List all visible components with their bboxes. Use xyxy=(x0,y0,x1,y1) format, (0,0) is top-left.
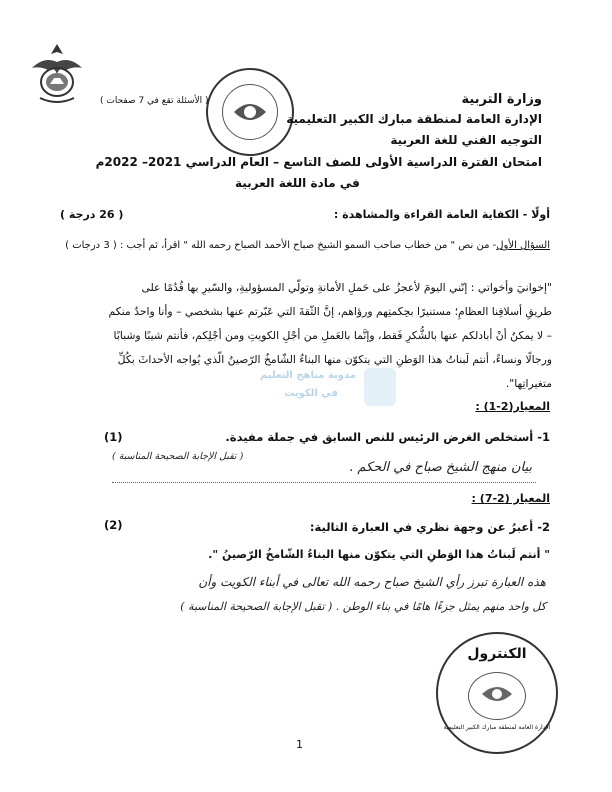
page-number: 1 xyxy=(296,738,303,751)
exam-subject: في مادة اللغة العربية xyxy=(235,176,360,190)
administration-name: الإدارة العامة لمنطقة مبارك الكبير التعليمية xyxy=(286,112,542,126)
section-title: أولًا - الكفاية العامة القراءة والمشاهدة : xyxy=(333,208,550,221)
passage-line: طريقِ أسلافِنا العظامِ؛ مستنيرًا بحِكمتِهم ورؤاهم، إنَّ الثّقةَ التي عَبّرتم عنها بشخصي – وأنا واحدٌ منكم xyxy=(108,305,552,318)
item-2-marks: (2) xyxy=(104,518,123,532)
question-1-line xyxy=(65,240,550,251)
question-1-label: السؤال الأول xyxy=(496,240,550,251)
stamp-bottom-text: الإدارة العامة لمنطقة مبارك الكبير التعليمية xyxy=(443,724,551,731)
passage-line: – لا يمكنُ أنْ أبادلكم عنها بالشُّكرِ فَقط، وإنَّما بالعَملِ من أجْلِ الكويتِ ومن أجْلِكم، فأنتم شيبًا وشبابًا xyxy=(113,329,552,342)
department-seal xyxy=(206,68,294,156)
criterion-2: المعيار (2-7) : xyxy=(471,492,550,505)
watermark-line-1: مدونة مناهج التعليم xyxy=(259,370,356,381)
item-1-answer: بيان منهج الشيخ صباح في الحكم . xyxy=(349,460,532,475)
item-1-answer-note: ( تقبل الإجابة الصحيحة المناسبة ) xyxy=(112,451,244,462)
blog-watermark xyxy=(218,364,408,410)
stamp-top-text: الكنترول xyxy=(467,646,527,662)
item-2-text: 2- أعبرُ عن وجهة نظري في العبارة التالية: xyxy=(309,520,550,534)
exam-title: امتحان الفترة الدراسية الأولى للصف التاسع – العام الدراسي 2021– 2022م xyxy=(95,155,542,169)
item-1-text: 1- أستخلص الغرض الرئيس للنص السابق في جملة مفيدة. xyxy=(225,430,550,444)
answer-underline xyxy=(112,482,536,483)
item-2-quote: " أنتم لَبناتُ هذا الوَطنِ التي يتكوّن منها البناءُ الشّامخُ الرّصينُ ". xyxy=(208,548,550,561)
kuwait-emblem xyxy=(26,40,88,110)
department-name: التوجيه الفني للغة العربية xyxy=(390,133,542,147)
control-stamp xyxy=(436,632,558,754)
passage-line: ورجالًا ونساءً، أنتم لَبناتُ هذا الوَطنِ التي يتكوّن منها البناءُ الشّامخُ الرّصينُ الّذي يُواجه الأحداثَ بكُلِّ xyxy=(117,353,552,366)
section-score: ( 26 درجة ) xyxy=(60,208,124,221)
watermark-emblem-icon xyxy=(364,368,396,406)
passage-line: "إخوانيَ وأخواتي : إنّني اليومَ لأعجزُ على حَملِ الأمانةِ وتولّي المسؤوليةِ، والسّيرِ بها قُدُمًا على xyxy=(141,281,552,294)
passage-line: متغيراتِها". xyxy=(505,377,552,390)
question-1-text: - من نص " من خطاب صاحب السمو الشيخ صباح الأحمد الصباح رحمه الله " اقرأ، ثم أجب : ( 3 درجات ) xyxy=(65,240,497,251)
criterion-1: المعيار(2-1) : xyxy=(475,400,550,413)
item-1-marks: (1) xyxy=(104,430,123,444)
pages-note: ( الأسئلة تقع في 7 صفحات ) xyxy=(100,96,209,106)
ministry-name: وزارة التربية xyxy=(461,92,542,107)
watermark-line-2: في الكويت xyxy=(284,388,338,399)
item-2-answer-line-2: كل واحد منهم يمثل جزءًا هامًا في بناء الوطن . ( تقبل الإجابة الصحيحة المناسبة ) xyxy=(180,600,546,613)
stamp-emblem-icon xyxy=(480,680,514,710)
item-2-answer-line-1: هذه العبارة تبرز رأي الشيخ صباح رحمه الله تعالى في أبناء الكويت وأن xyxy=(198,575,546,589)
